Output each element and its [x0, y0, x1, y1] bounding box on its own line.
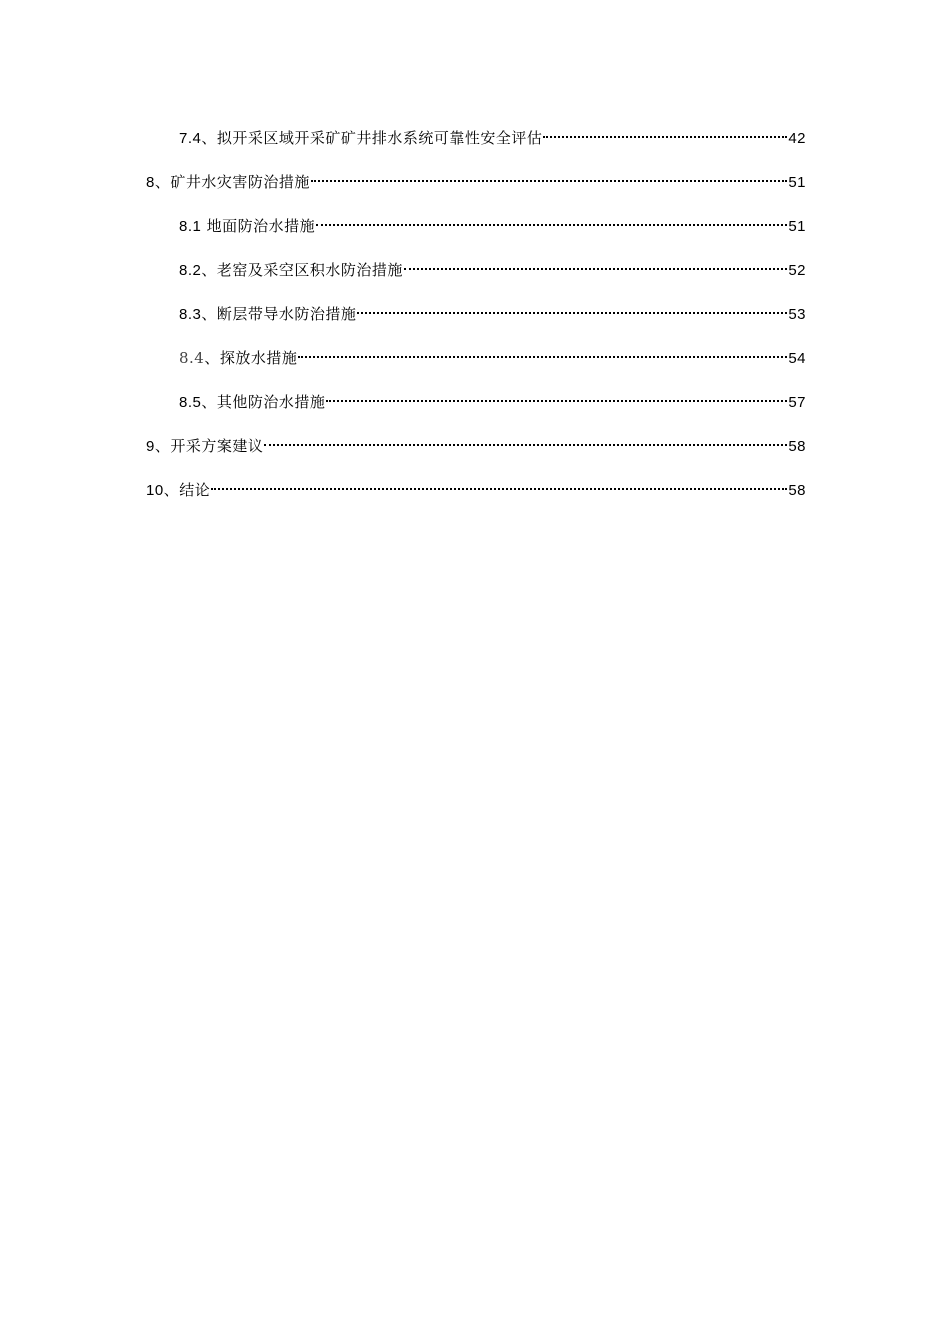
toc-entry-title: 8.1 地面防治水措施 — [179, 217, 316, 235]
toc-leader-dots — [264, 444, 787, 446]
toc-entry-title: 7.4、拟开采区域开采矿矿井排水系统可靠性安全评估 — [179, 129, 543, 147]
toc-entry-8-1[interactable] — [146, 212, 806, 256]
toc-entry-8-2[interactable] — [146, 256, 806, 300]
toc-page-number: 58 — [788, 482, 806, 499]
toc-leader-dots — [326, 400, 787, 402]
toc-entry-8-3[interactable] — [146, 300, 806, 344]
toc-page-number: 52 — [788, 262, 806, 279]
toc-leader-dots — [357, 312, 787, 314]
toc-entry-title: 8.4、探放水措施 — [179, 349, 298, 367]
toc-entry-7-4[interactable] — [146, 124, 806, 168]
toc-entry-10[interactable] — [146, 476, 806, 520]
toc-entry-title: 9、开采方案建议 — [146, 437, 264, 455]
toc-page-number: 57 — [788, 394, 806, 411]
toc-entry-9[interactable] — [146, 432, 806, 476]
toc-page-number: 51 — [788, 218, 806, 235]
toc-leader-dots — [311, 180, 787, 182]
table-of-contents — [146, 124, 806, 520]
toc-entry-title: 8.3、断层带导水防治措施 — [179, 305, 357, 323]
toc-entry-8-4[interactable] — [146, 344, 806, 388]
toc-entry-8-5[interactable] — [146, 388, 806, 432]
toc-page-number: 51 — [788, 174, 806, 191]
toc-leader-dots — [316, 224, 787, 226]
toc-page-number: 53 — [788, 306, 806, 323]
toc-page-number: 54 — [788, 350, 806, 367]
toc-leader-dots — [404, 268, 787, 270]
toc-entry-title: 8.5、其他防治水措施 — [179, 393, 326, 411]
toc-entry-title: 10、结论 — [146, 481, 211, 499]
toc-page-number: 42 — [788, 130, 806, 147]
toc-entry-title: 8、矿井水灾害防治措施 — [146, 173, 310, 191]
toc-leader-dots — [298, 356, 787, 358]
toc-leader-dots — [211, 488, 787, 490]
toc-entry-title: 8.2、老窑及采空区积水防治措施 — [179, 261, 403, 279]
toc-entry-8[interactable] — [146, 168, 806, 212]
toc-leader-dots — [543, 136, 787, 138]
toc-page-number: 58 — [788, 438, 806, 455]
